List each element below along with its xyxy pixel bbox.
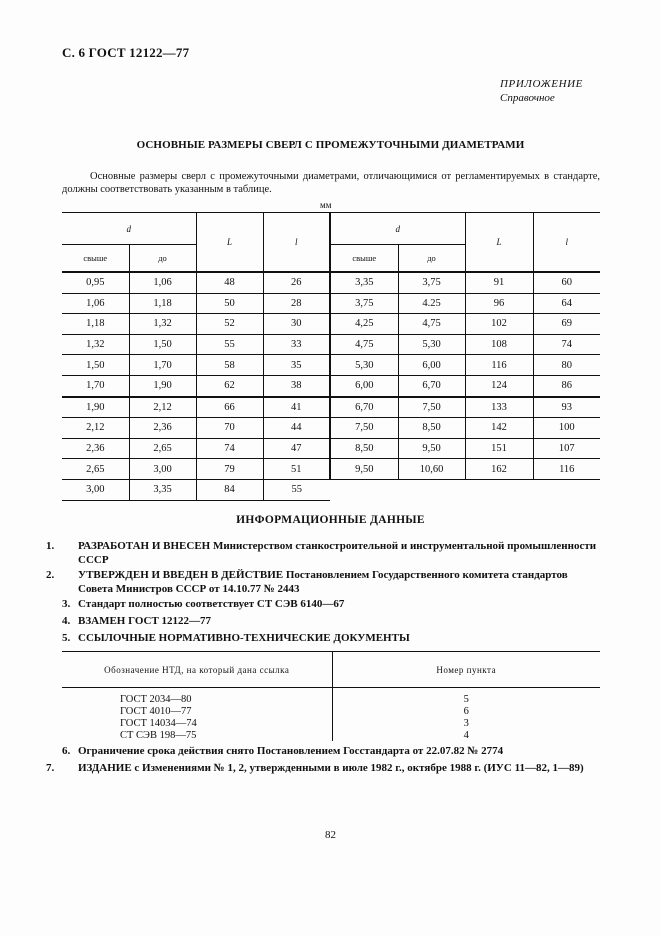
table-cell: 10,60 [398, 459, 465, 480]
table-cell: 58 [196, 355, 263, 376]
table-cell: 28 [263, 293, 330, 314]
table-row [62, 438, 600, 459]
intro-paragraph: Основные размеры сверл с промежуточными диаметрами, отличающимися от регламентируемых в стандарте, должны соответствовать указанным в таблице. [62, 171, 600, 195]
table-cell: 107 [533, 438, 600, 459]
table-cell: 1,50 [129, 334, 196, 355]
table-row: ГОСТ 4010—77 6 [62, 705, 600, 717]
appendix-title: ПРИЛОЖЕНИЕ [500, 78, 583, 90]
header-over-left: свыше [62, 245, 129, 273]
table-cell: 44 [263, 418, 330, 439]
table-cell [465, 479, 533, 500]
info-item-3: 3. Стандарт полностью соответствует СТ СЭВ 6140—67 [62, 598, 345, 610]
table-cell: 2,36 [62, 438, 129, 459]
table-cell: 47 [263, 438, 330, 459]
table-cell: 3,35 [129, 479, 196, 500]
info-item-6: 6. Ограничение срока действия снято Постановлением Госстандарта от 22.07.82 № 2774 [62, 745, 504, 757]
table-cell: 1,32 [129, 314, 196, 335]
table-cell: 9,50 [330, 459, 398, 480]
header-L-left: L [196, 213, 263, 273]
info-item-4: 4. ВЗАМЕН ГОСТ 12122—77 [62, 615, 212, 627]
table-cell: 52 [196, 314, 263, 335]
table-cell: 66 [196, 397, 263, 418]
table-row [62, 479, 600, 500]
drill-sizes-table [62, 212, 600, 501]
table-cell: 38 [263, 375, 330, 396]
table-cell: 5,30 [398, 334, 465, 355]
appendix-subtitle: Справочное [500, 92, 555, 104]
table-cell: 108 [465, 334, 533, 355]
table-row: СТ СЭВ 198—75 4 [62, 729, 600, 741]
table-cell: 6,70 [330, 397, 398, 418]
table-cell: 33 [263, 334, 330, 355]
info-item-2: 2. УТВЕРЖДЕН И ВВЕДЕН В ДЕЙСТВИЕ Постановлением Государственного комитета стандартов Совета Министров СССР от 14.10.77 № 2443 [46, 569, 568, 595]
table-cell: 80 [533, 355, 600, 376]
table-row [62, 272, 600, 293]
table-cell: 55 [196, 334, 263, 355]
table-row [62, 397, 600, 418]
table-cell: 6,70 [398, 375, 465, 396]
table-cell: 2,65 [62, 459, 129, 480]
table-cell: 3,75 [330, 293, 398, 314]
table-cell: 74 [533, 334, 600, 355]
table-cell: 4,75 [398, 314, 465, 335]
table-cell: 96 [465, 293, 533, 314]
table-row [62, 459, 600, 480]
info-item-5: 5. ССЫЛОЧНЫЕ НОРМАТИВНО-ТЕХНИЧЕСКИЕ ДОКУМЕНТЫ [62, 632, 410, 644]
table-cell: 6,00 [398, 355, 465, 376]
table-cell: 1,90 [62, 397, 129, 418]
table-cell [330, 479, 398, 500]
table-cell: 35 [263, 355, 330, 376]
table-cell: 1,18 [129, 293, 196, 314]
table-cell: 4,25 [330, 314, 398, 335]
table-cell: 2,12 [62, 418, 129, 439]
table-cell: 48 [196, 272, 263, 293]
table-cell: 116 [465, 355, 533, 376]
table-row [62, 314, 600, 335]
table-cell: 74 [196, 438, 263, 459]
page-header-code: С. 6 ГОСТ 12122—77 [62, 45, 190, 60]
table-cell: 86 [533, 375, 600, 396]
info-item-7: 7. ИЗДАНИЕ с Изменениями № 1, 2, утвержденными в июле 1982 г., октябре 1988 г. (ИУС 11—82, 1—89) [46, 762, 584, 774]
table-cell: 2,12 [129, 397, 196, 418]
table-cell: 50 [196, 293, 263, 314]
table-cell: 1,06 [62, 293, 129, 314]
table-cell: 79 [196, 459, 263, 480]
table-cell: 5,30 [330, 355, 398, 376]
header-L-right: L [465, 213, 533, 273]
table-cell: 60 [533, 272, 600, 293]
info-title: ИНФОРМАЦИОННЫЕ ДАННЫЕ [236, 514, 425, 526]
table-cell: 55 [263, 479, 330, 500]
table-row [62, 355, 600, 376]
table-cell: 7,50 [330, 418, 398, 439]
table-cell: 1,90 [129, 375, 196, 396]
table-cell: 133 [465, 397, 533, 418]
reference-docs-table [62, 651, 600, 741]
header-d-right: d [330, 213, 465, 245]
table-cell: 3,00 [62, 479, 129, 500]
table-cell: 162 [465, 459, 533, 480]
table-cell: 84 [196, 479, 263, 500]
table-cell: 142 [465, 418, 533, 439]
header-l-left: l [263, 213, 330, 273]
table-cell: 3,00 [129, 459, 196, 480]
table-cell: 1,70 [129, 355, 196, 376]
table-cell: 69 [533, 314, 600, 335]
table-cell: 93 [533, 397, 600, 418]
table-cell: 1,18 [62, 314, 129, 335]
table-cell: 64 [533, 293, 600, 314]
table-cell: 1,32 [62, 334, 129, 355]
table-cell: 0,95 [62, 272, 129, 293]
table-cell: 8,50 [398, 418, 465, 439]
table-cell: 9,50 [398, 438, 465, 459]
ref-col-designation: Обозначение НТД, на который дана ссылка [62, 652, 332, 688]
table-row [62, 375, 600, 396]
info-item-1: 1. РАЗРАБОТАН И ВНЕСЕН Министерством станкостроительной и инструментальной промышленности СССР [46, 540, 597, 566]
page-number: 82 [325, 829, 336, 841]
table-cell: 1,50 [62, 355, 129, 376]
ref-col-item-number: Номер пункта [332, 652, 600, 688]
table-cell: 41 [263, 397, 330, 418]
table-cell: 151 [465, 438, 533, 459]
table-row [62, 334, 600, 355]
table-cell: 30 [263, 314, 330, 335]
table-cell [533, 479, 600, 500]
table-cell: 91 [465, 272, 533, 293]
table-cell: 26 [263, 272, 330, 293]
table-cell: 2,36 [129, 418, 196, 439]
table-row: ГОСТ 14034—74 3 [62, 717, 600, 729]
table-cell: 116 [533, 459, 600, 480]
table-cell: 6,00 [330, 375, 398, 396]
table-cell: 51 [263, 459, 330, 480]
section-title: ОСНОВНЫЕ РАЗМЕРЫ СВЕРЛ С ПРОМЕЖУТОЧНЫМИ ДИАМЕТРАМИ [136, 139, 525, 151]
table-cell: 3,35 [330, 272, 398, 293]
appendix-label [500, 77, 583, 105]
table-cell: 2,65 [129, 438, 196, 459]
table-cell: 124 [465, 375, 533, 396]
table-cell [398, 479, 465, 500]
table-row: ГОСТ 2034—80 5 [62, 688, 600, 706]
header-over-right: свыше [330, 245, 398, 273]
table-cell: 8,50 [330, 438, 398, 459]
table-cell: 3,75 [398, 272, 465, 293]
table-cell: 100 [533, 418, 600, 439]
table-cell: 4.25 [398, 293, 465, 314]
table-row [62, 293, 600, 314]
table-cell: 4,75 [330, 334, 398, 355]
header-to-right: до [398, 245, 465, 273]
table-cell: 1,06 [129, 272, 196, 293]
table-cell: 70 [196, 418, 263, 439]
table-cell: 102 [465, 314, 533, 335]
table-cell: 62 [196, 375, 263, 396]
unit-label: мм [320, 200, 332, 210]
header-d-left: d [62, 213, 196, 245]
header-l-right: l [533, 213, 600, 273]
table-cell: 1,70 [62, 375, 129, 396]
table-row [62, 418, 600, 439]
table-cell: 7,50 [398, 397, 465, 418]
header-to-left: до [129, 245, 196, 273]
